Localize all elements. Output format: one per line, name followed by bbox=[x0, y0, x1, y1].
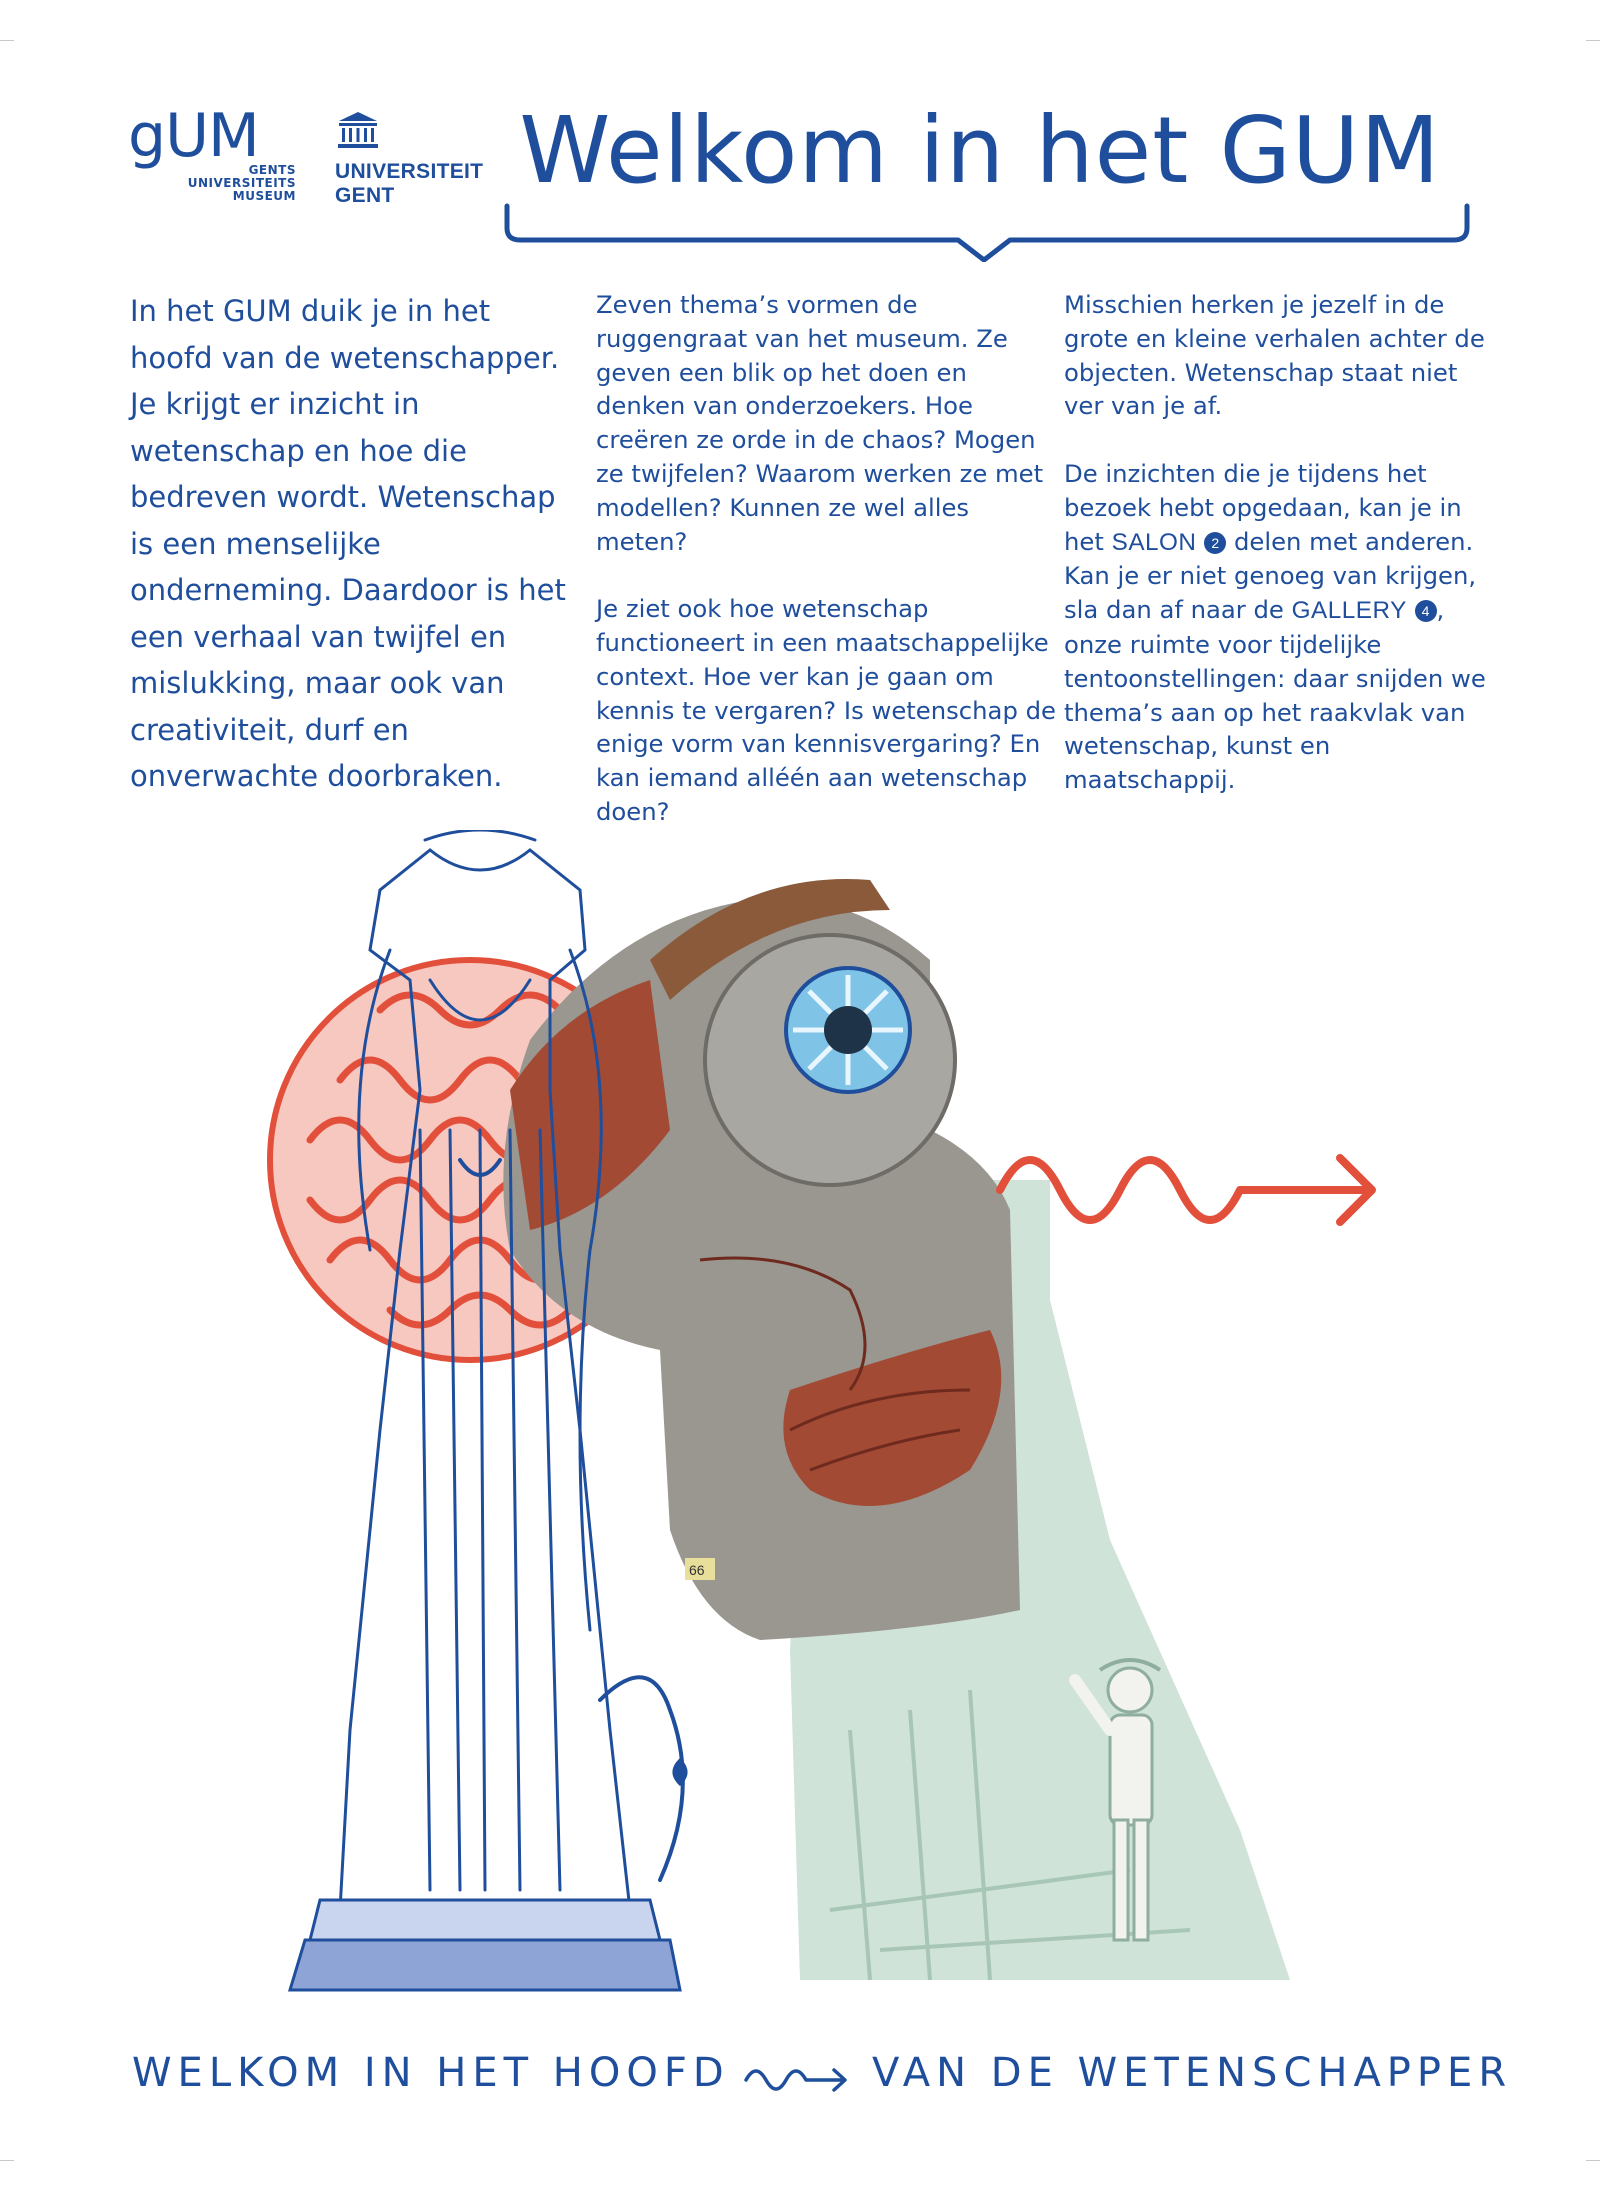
model-label-number: 66 bbox=[689, 1562, 705, 1578]
footer-right-text: VAN DE WETENSCHAPPER bbox=[872, 2050, 1513, 2096]
intro-text: In het GUM duik je in het hoofd van de wetenschapper. Je krijgt er inzicht in wetenschap en hoe die bedreven wordt. Wetenschap is een menselijke onderneming. Daardoor is het een verhaal van twijfel en mislukking, maar ook van creativiteit, durf en onverwachte doorbraken. bbox=[130, 294, 566, 793]
collage-illustration bbox=[230, 830, 1410, 2040]
gum-logo-word: gUM bbox=[128, 101, 259, 171]
insights-text: De inzichten die je tijdens het bezoek hebt opgedaan, kan je in het bbox=[1064, 458, 1462, 556]
intro-column bbox=[130, 288, 580, 800]
title-brace bbox=[504, 200, 1472, 262]
themes-paragraph: Zeven thema’s vormen de ruggengraat van het museum. Ze geven een blik op het doen en denken van onderzoekers. Hoe creëren ze orde in de chaos? Mogen ze twijfelen? Waarom werken ze met modellen? Kunnen ze wel alles meten? bbox=[596, 290, 1044, 556]
gallery-number-badge: 4 bbox=[1415, 600, 1437, 622]
themes-column bbox=[596, 288, 1056, 829]
university-name: UNIVERSITEIT GENT bbox=[335, 160, 484, 207]
gum-logo bbox=[128, 101, 298, 203]
gallery-label: GALLERY bbox=[1291, 597, 1407, 625]
salon-label: SALON bbox=[1111, 528, 1197, 556]
insights-text: delen met anderen. Kan je er niet genoeg van krijgen, sla dan af naar de bbox=[1064, 526, 1477, 625]
insights-paragraph bbox=[1064, 457, 1504, 797]
crop-mark bbox=[1586, 40, 1600, 41]
crop-mark bbox=[0, 40, 14, 41]
gum-sub-line: MUSEUM bbox=[232, 189, 296, 203]
salon-number-badge: 2 bbox=[1204, 532, 1226, 554]
page-title: Welkom in het GUM bbox=[519, 97, 1441, 204]
footer-left-text: WELKOM IN HET HOOFD bbox=[132, 2050, 730, 2096]
ugent-logo bbox=[335, 110, 484, 208]
wave-arrow-icon bbox=[742, 2058, 852, 2092]
visit-column bbox=[1064, 288, 1504, 797]
insights-text: , onze ruimte voor tijdelijke tentoonstellingen: daar snijden we thema’s aan op het raakvlak van wetenschap, kunst en maatschappij. bbox=[1064, 595, 1486, 795]
context-paragraph: Je ziet ook hoe wetenschap functioneert in een maatschappelijke context. Hoe ver kan je gaan om kennis te vergaren? Is wetenschap de enige vorm van kennisvergaring? En kan iemand alléén aan wetenschap doen? bbox=[596, 594, 1056, 826]
crop-mark bbox=[1586, 2160, 1600, 2161]
gum-sub-line: UNIVERSITEITS bbox=[187, 176, 296, 190]
wave-arrow-icon bbox=[1000, 1158, 1372, 1222]
gum-sub-line: GENTS bbox=[248, 163, 296, 177]
crop-mark bbox=[0, 2160, 14, 2161]
university-building-icon bbox=[335, 110, 381, 150]
recognize-paragraph: Misschien herken je jezelf in de grote en kleine verhalen achter de objecten. Wetenschap staat niet ver van je af. bbox=[1064, 290, 1485, 421]
